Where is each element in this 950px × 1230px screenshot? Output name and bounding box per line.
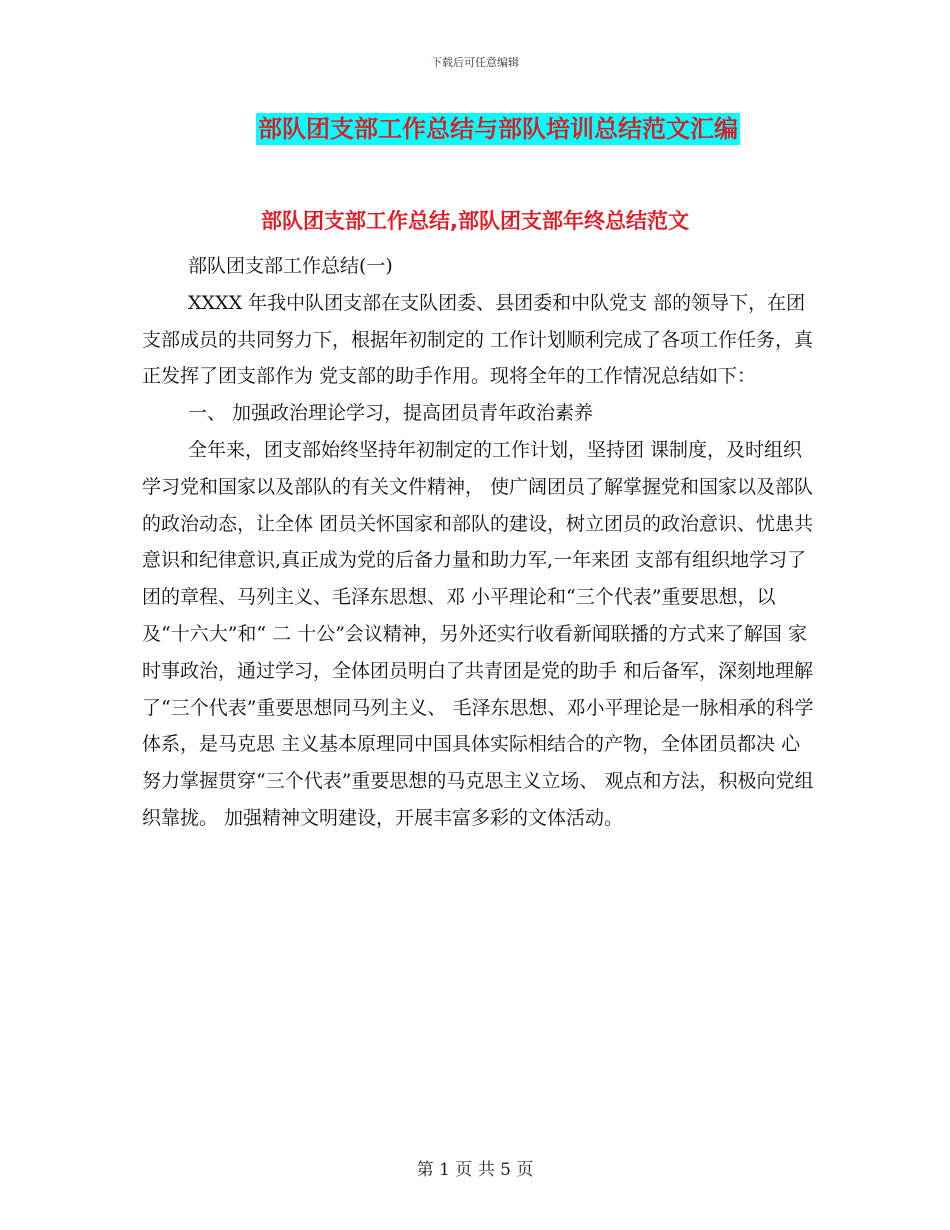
document-body bbox=[142, 248, 814, 837]
section-heading: 部队团支部工作总结(一) bbox=[188, 255, 393, 277]
document-subtitle: 部队团支部工作总结,部队团支部年终总结范文 bbox=[261, 209, 689, 233]
header-note: 下载后可任意编辑 bbox=[431, 56, 519, 69]
body-paragraph: 全年来，团支部始终坚持年初制定的工作计划，坚持团 课制度，及时组织学习党和国家以及部队的有关文件精神， 使广阔团员了解掌握党和国家以及部队的政治动态，让全体 团员关怀国家和部队的建设，树立团员的政治意识、忧患共 意识和纪律意识,真正成为党的后备力量和助力军,一年来团 支部有组织地学习了团的章程、马列主义、毛泽东思想、邓 小平理论和“三个代表”重要思想，以及“十六大”和“ 二 十公”会议精神，另外还实行收看新闻联播的方式来了解国 家时事政治，通过学习，全体团员明白了共青团是党的助手 和后备军，深刻地理解了“三个代表”重要思想同马列主义、 毛泽东思想、邓小平理论是一脉相承的科学体系，是马克思 主义基本原理同中国具体实际相结合的产物，全体团员都决 心努力掌握贯穿“三个代表”重要思想的马克思主义立场、 观点和方法，积极向党组织靠拢。 加强精神文明建设，开展丰富多彩的文体活动。 bbox=[142, 438, 814, 829]
intro-paragraph: XXXX 年我中队团支部在支队团委、县团委和中队党支 部的领导下，在团支部成员的共同努力下，根据年初制定的 工作计划顺利完成了各项工作任务，真正发挥了团支部作为 党支部的助手作用。现将全年的工作情况总结如下： bbox=[142, 291, 814, 388]
page-number-footer: 第 1 页 共 5 页 bbox=[416, 1160, 534, 1180]
document-title bbox=[0, 113, 950, 145]
section-one-heading: 一、 加强政治理论学习，提高团员青年政治素养 bbox=[188, 402, 594, 425]
title-text: 部队团支部工作总结与部队培训总结范文汇编 bbox=[258, 115, 738, 143]
